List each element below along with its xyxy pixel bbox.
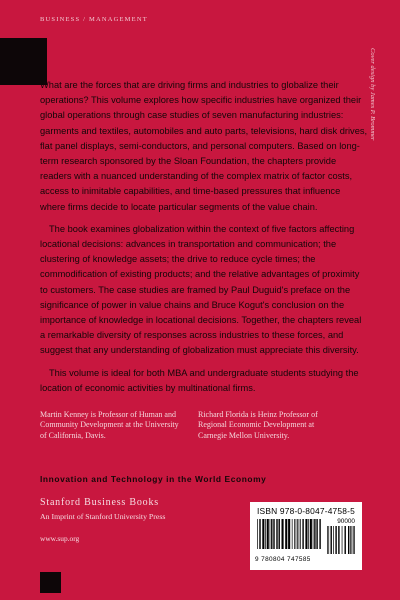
barcode-digits: 9 780804 747585	[255, 556, 311, 563]
barcode-bar	[265, 519, 266, 549]
barcode-bar	[305, 519, 307, 549]
barcode-bar	[270, 519, 271, 549]
barcode-addon-bar	[345, 526, 346, 554]
barcode-bar	[276, 519, 277, 549]
category-label: BUSINESS / MANAGEMENT	[40, 16, 148, 23]
barcode-bar	[313, 519, 314, 549]
barcode-bar	[257, 519, 258, 549]
barcode-bar	[297, 519, 298, 549]
barcode-bar	[259, 519, 260, 549]
barcode-addon-bar	[342, 526, 343, 554]
barcode-bar	[288, 519, 290, 549]
barcode-bar	[302, 519, 303, 549]
author-bios	[40, 410, 360, 441]
barcode-addon-bar	[354, 526, 355, 554]
barcode-addon-bar	[327, 526, 328, 554]
barcode-box	[250, 502, 362, 570]
barcode-addon: 90000	[337, 518, 355, 525]
publisher-block	[40, 497, 165, 543]
publisher-name: Stanford Business Books	[40, 497, 159, 508]
series-title: Innovation and Technology in the World Economy	[40, 474, 267, 484]
publisher-imprint: An Imprint of Stanford University Press	[40, 512, 166, 521]
barcode-addon-bar	[353, 526, 354, 554]
barcode-addon-bar	[328, 526, 329, 554]
barcode-bar	[273, 519, 274, 549]
barcode-bar	[292, 519, 293, 549]
barcode-bar	[300, 519, 301, 549]
barcode-bar	[271, 519, 272, 549]
description-paragraph: The book examines globalization within the context of five factors affecting locational decisions: advances in transportation and communication; the clustering of knowledge assets; the drive to reduce cycle times; the commodification of existing products; and the relative advantages of proximity to customers. The case studies are framed by Paul Duguid's preface on the significance of power in value chains and Bruce Kogut's conclusion on the importance of knowledge in locational decisions. Together, the chapters reveal a remarkable diversity of responses across industries to these forces, and suggest that any understanding of globalization must appreciate this diversity.	[40, 223, 362, 356]
barcode-addon-bar	[335, 526, 336, 554]
description-paragraph: This volume is ideal for both MBA and undergraduate students studying the location of economic activities by multinational firms.	[40, 367, 359, 393]
description	[40, 78, 368, 403]
barcode-bar	[267, 519, 269, 549]
barcode-bar	[296, 519, 297, 549]
decorative-square-bottom	[40, 572, 61, 593]
publisher-url[interactable]: www.sup.org	[40, 534, 80, 543]
barcode-bar	[299, 519, 300, 549]
isbn-number: ISBN 978-0-8047-4758-5	[257, 506, 355, 516]
barcode-addon-bar	[350, 526, 351, 554]
author-bio-kenney: Martin Kenney is Professor of Human and Community Development at the University of California, Davis.	[40, 410, 179, 440]
barcode-addon-bar	[333, 526, 334, 554]
barcode	[255, 519, 357, 561]
barcode-bar	[314, 519, 315, 549]
barcode-addon-bar	[348, 526, 349, 554]
barcode-addon-bar	[331, 526, 332, 554]
barcode-bar	[319, 519, 320, 549]
description-paragraph: What are the forces that are driving firms and industries to globalize their operations? This volume explores how specific industries have organized their global operations through case studies of seven manufacturing industries: garments and textiles, automobiles and auto parts, televisions, hard disk drives, flat panel displays, semi-conductors, and personal computers. Based on long-term research sponsored by the Sloan Foundation, the chapters provide readers with a nuanced understanding of the complex matrix of factor costs, access to inimitable capabilities, and time-based pressures that influence where firms decide to locate particular segments of the value chain.	[40, 80, 368, 212]
barcode-bar	[294, 519, 295, 549]
barcode-bar	[308, 519, 309, 549]
cover-design-credit: Cover design by James P. Brommer	[369, 48, 376, 141]
barcode-addon-bar	[352, 526, 353, 554]
author-bio-florida: Richard Florida is Heinz Professor of Regional Economic Development at Carnegie Mellon University.	[198, 410, 318, 440]
barcode-bar	[316, 519, 317, 549]
barcode-bar	[279, 519, 280, 549]
barcode-bar	[310, 519, 312, 549]
barcode-bar	[262, 519, 264, 549]
barcode-bar	[282, 519, 284, 549]
barcode-bar	[285, 519, 287, 549]
barcode-addon-bar	[338, 526, 339, 554]
